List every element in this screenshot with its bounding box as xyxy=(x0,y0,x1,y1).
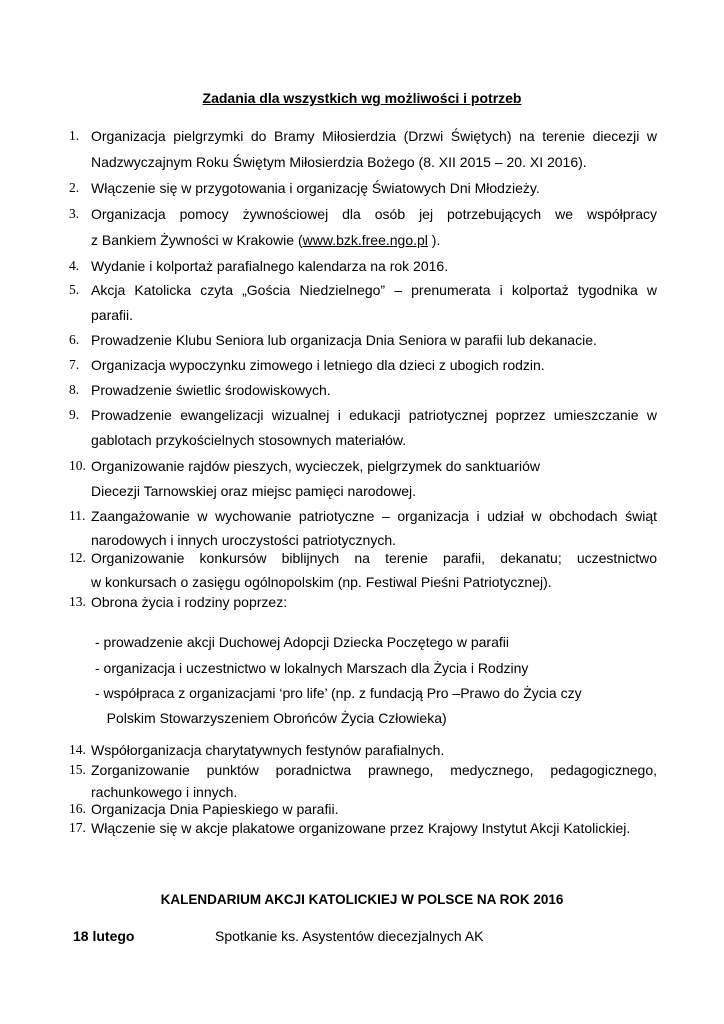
list-item-text: Organizacja Dnia Papieskiego w parafii. xyxy=(91,801,339,817)
list-item-text: Zaangażowanie w wychowanie patriotyczne – organizacja i udział w obchodach świąt xyxy=(91,508,657,524)
list-item-text: Włączenie się w akcje plakatowe organizowane przez Krajowy Instytut Akcji Katolickiej. xyxy=(91,820,631,836)
list-item-text: Włączenie się w przygotowania i organizację Światowych Dni Młodzieży. xyxy=(91,180,540,196)
list-number: 2. xyxy=(69,180,80,195)
list-number: 10. xyxy=(69,458,86,473)
list-item-text: Obrona życia i rodziny poprzez: xyxy=(91,594,288,610)
list-item-text: Zorganizowanie punktów poradnictwa prawnego, medycznego, pedagogicznego, xyxy=(91,762,657,778)
list-number: 7. xyxy=(69,357,80,372)
sub-list-item: - współpraca z organizacjami ‘pro life’ (np. z fundacją Pro –Prawo do Życia czy xyxy=(95,685,582,701)
page-title: Zadania dla wszystkich wg możliwości i potrzeb xyxy=(202,90,522,106)
list-item-text: Organizacja pielgrzymki do Bramy Miłosierdzia (Drzwi Świętych) na terenie diecezji w xyxy=(91,128,657,144)
list-number: 17. xyxy=(69,820,86,835)
list-number: 6. xyxy=(69,332,80,347)
list-item-text-line2: z Bankiem Żywności w Krakowie (www.bzk.free.ngo.pl ). xyxy=(91,232,441,248)
bank-link[interactable]: www.bzk.free.ngo.pl xyxy=(302,232,428,248)
calendar-date: 18 lutego xyxy=(73,928,135,944)
list-number: 9. xyxy=(69,407,80,422)
list-item-text: parafii. xyxy=(91,307,134,323)
calendar-heading: KALENDARIUM AKCJI KATOLICKIEJ W POLSCE NA ROK 2016 xyxy=(160,892,564,907)
list-item-text: Diecezji Tarnowskiej oraz miejsc pamięci narodowej. xyxy=(91,483,416,499)
list-item-text: Akcja Katolicka czyta „Gościa Niedzielnego” – prenumerata i kolportaż tygodnika w xyxy=(91,282,657,298)
sub-list-item: - organizacja i uczestnictwo w lokalnych Marszach dla Życia i Rodziny xyxy=(95,660,529,676)
list-item-text: Współorganizacja charytatywnych festynów parafialnych. xyxy=(91,742,445,758)
list-item-text: rachunkowego i innych. xyxy=(91,784,238,800)
list-number: 15. xyxy=(69,762,86,777)
calendar-event: Spotkanie ks. Asystentów diecezjalnych AK xyxy=(215,928,484,944)
list-item-text: Prowadzenie Klubu Seniora lub organizacja Dnia Seniora w parafii lub dekanacie. xyxy=(91,332,597,348)
list-item-text: Wydanie i kolportaż parafialnego kalendarza na rok 2016. xyxy=(91,258,449,274)
list-item-text: Prowadzenie ewangelizacji wizualnej i edukacji patriotycznej poprzez umieszczanie w xyxy=(91,407,657,423)
list-item-text: w konkursach o zasięgu ogólnopolskim (np. Festiwal Pieśni Patriotycznej). xyxy=(91,574,552,590)
list-item-text: Organizowanie rajdów pieszych, wycieczek, pielgrzymek do sanktuariów xyxy=(91,458,540,474)
list-number: 13. xyxy=(69,594,86,609)
list-item-text: narodowych i innych uroczystości patriotycznych. xyxy=(91,532,397,548)
sub-list-item: - prowadzenie akcji Duchowej Adopcji Dziecka Poczętego w parafii xyxy=(95,634,509,650)
list-item-text: Organizowanie konkursów biblijnych na terenie parafii, dekanatu; uczestnictwo xyxy=(91,550,657,566)
list-number: 16. xyxy=(69,801,86,816)
list-number: 5. xyxy=(69,282,80,297)
list-number: 12. xyxy=(69,550,86,565)
list-item-text: Prowadzenie świetlic środowiskowych. xyxy=(91,382,331,398)
list-number: 3. xyxy=(69,206,80,221)
list-number: 1. xyxy=(69,128,80,143)
list-item-text: Organizacja wypoczynku zimowego i letniego dla dzieci z ubogich rodzin. xyxy=(91,357,545,373)
list-number: 8. xyxy=(69,382,80,397)
list-item-text: Organizacja pomocy żywnościowej dla osób jej potrzebujących we współpracy xyxy=(91,206,657,222)
list-number: 4. xyxy=(69,258,80,273)
list-item-text: Nadzwyczajnym Roku Świętym Miłosierdzia Bożego (8. XII 2015 – 20. XI 2016). xyxy=(91,154,587,170)
list-number: 14. xyxy=(69,742,86,757)
sub-list-item: Polskim Stowarzyszeniem Obrońców Życia Człowieka) xyxy=(95,710,447,726)
list-number: 11. xyxy=(69,508,86,523)
list-item-text: gablotach przykościelnych stosownych materiałów. xyxy=(91,432,407,448)
